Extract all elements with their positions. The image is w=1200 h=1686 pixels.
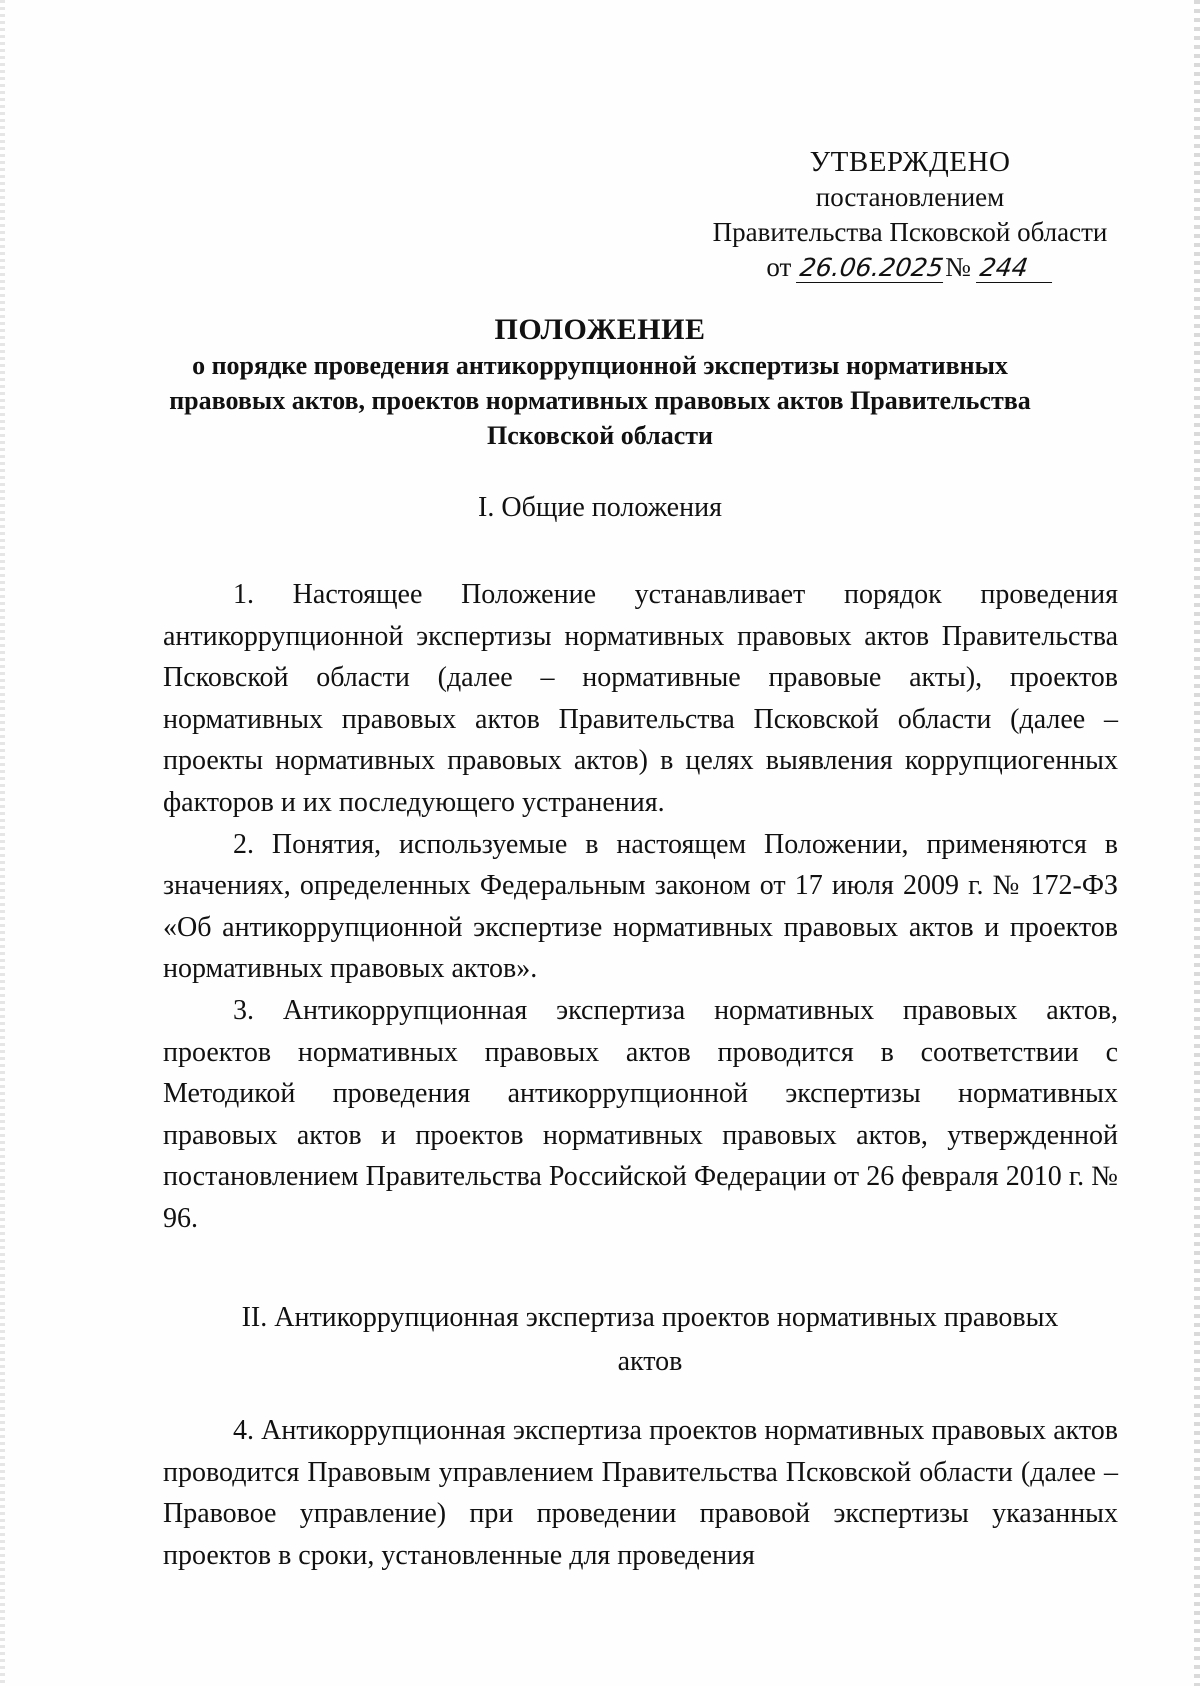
- approval-by-decree: постановлением: [815, 182, 1005, 212]
- approval-date-line: [690, 250, 1130, 285]
- number-prefix: №: [945, 252, 971, 282]
- approval-authority: Правительства Псковской области: [712, 217, 1108, 247]
- handwritten-date: 26.06.2025: [796, 254, 947, 283]
- title-block: [160, 312, 1040, 453]
- section-2-body: [163, 1410, 1118, 1576]
- date-prefix: от: [766, 252, 792, 282]
- section-2-heading: II. Антикоррупционная экспертиза проектов нормативных правовых актов: [241, 1302, 1059, 1377]
- handwritten-number: 244: [976, 254, 1056, 283]
- scan-edge-right: [1194, 0, 1200, 1686]
- paragraph-3: 3. Антикоррупционная экспертиза нормативных правовых актов, проектов нормативных правовых актов проводится в соответствии с Методикой проведения антикоррупционной экспертизы нормативных правовых актов и проектов нормативных правовых актов, утвержденной постановлением Правительства Российской Федерации от 26 февраля 2010 г. № 96.: [163, 994, 1118, 1234]
- document-title: ПОЛОЖЕНИЕ: [494, 313, 706, 346]
- section-1-heading: I. Общие положения: [478, 492, 722, 523]
- scan-edge-left: [0, 0, 5, 1686]
- paragraph-2: 2. Понятия, используемые в настоящем Положении, применяются в значениях, определенных Федеральным законом от 17 июля 2009 г. № 172-ФЗ «Об антикоррупционной экспертизе нормативных правовых актов и проектов нормативных правовых актов».: [163, 828, 1118, 985]
- approval-block: [690, 145, 1130, 285]
- paragraph-1: 1. Настоящее Положение устанавливает порядок проведения антикоррупционной экспертизы нормативных правовых актов Правительства Псковской области (далее – нормативные правовые акты), проектов нормативных правовых актов Правительства Псковской области (далее – проекты нормативных правовых актов) в целях выявления коррупциогенных факторов и их последующего устранения.: [163, 579, 1118, 818]
- section-1-body: [163, 574, 1118, 1240]
- approval-heading: УТВЕРЖДЕНО: [809, 146, 1011, 178]
- document-subtitle: о порядке проведения антикоррупционной экспертизы нормативных правовых актов, проектов нормативных правовых актов Правительства Псковской области: [169, 351, 1031, 450]
- paragraph-4: 4. Антикоррупционная экспертиза проектов нормативных правовых актов проводится Правовым управлением Правительства Псковской области (далее – Правовое управление) при проведении правовой экспертизы указанных проектов в сроки, установленные для проведения: [163, 1415, 1118, 1571]
